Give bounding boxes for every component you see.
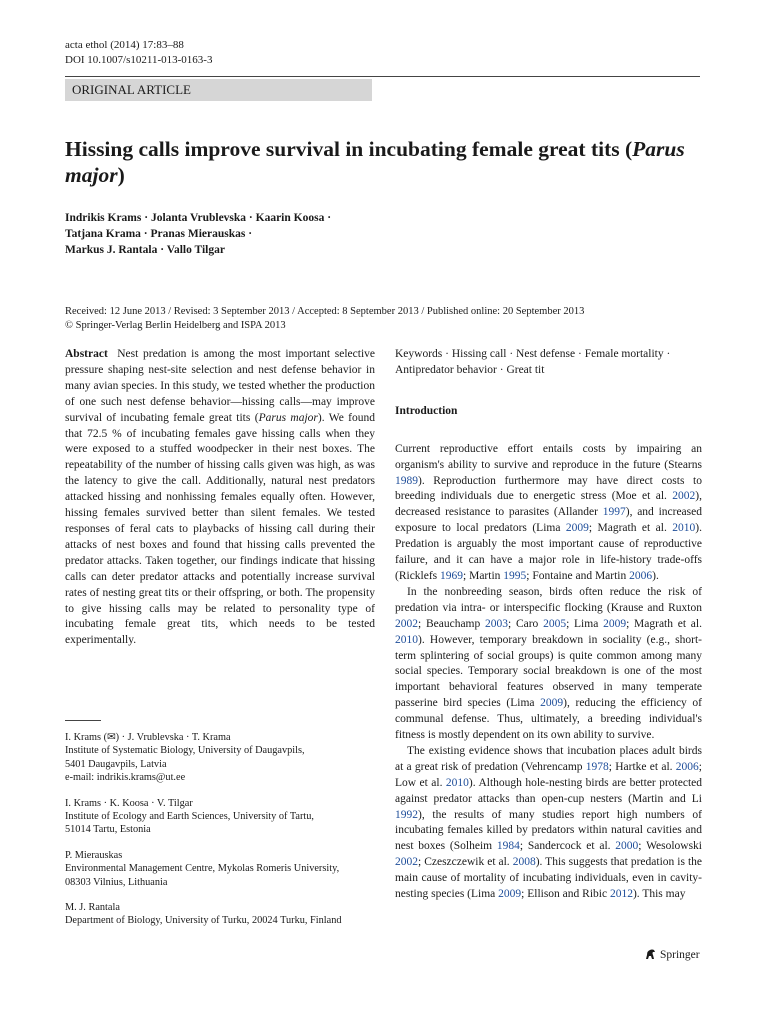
article-type-banner: ORIGINAL ARTICLE	[65, 79, 372, 101]
affiliation-line: Environmental Management Centre, Mykolas Romeris University,	[65, 863, 340, 875]
paragraph-text: ; Magrath et al.	[626, 617, 702, 630]
introduction-body	[395, 442, 702, 903]
citation-link[interactable]: 2008	[512, 856, 536, 869]
affiliation-line: 08303 Vilnius, Lithuania	[65, 876, 168, 888]
affiliation-authors: I. Krams · K. Koosa · V. Tilgar	[65, 797, 193, 809]
affiliation-line: Department of Biology, University of Turku, 20024 Turku, Finland	[65, 915, 342, 927]
publication-history	[65, 305, 705, 333]
introduction-paragraph	[395, 585, 702, 744]
doi: DOI 10.1007/s10211-013-0163-3	[65, 54, 213, 66]
citation-link[interactable]: 2006	[675, 760, 699, 773]
citation-link[interactable]: 2003	[485, 617, 508, 630]
affiliation-authors: P. Mierauskas	[65, 849, 123, 861]
paragraph-text: ).	[652, 569, 659, 582]
paragraph-text: ), decreased resistance to parasites (Allander	[395, 490, 702, 519]
citation-link[interactable]: 2012	[609, 888, 633, 901]
paragraph-text: ). Predation is arguably the most important cause of reproductive failure, and it can have a major role in life-history trade-offs (Ricklefs	[395, 522, 702, 582]
affiliations	[65, 731, 385, 940]
citation-link[interactable]: 1969	[440, 569, 464, 582]
paragraph-text: ; Czeszczewik et al.	[418, 856, 513, 869]
affiliation-line: e-mail: indrikis.krams@ut.ee	[65, 772, 186, 784]
keywords: Keywords · Hissing call · Nest defense · Female mortality · Antipredator behavior · Great tit	[395, 348, 671, 376]
title-species: Parus major	[65, 137, 685, 187]
paragraph-text: ). However, temporary breakdown in sociality (e.g., short-term splintering of social groups) is quite common among many social species. Temporary social breakdown is one of the most important behavioral features observed in many temperate passerine bird species (Lima	[395, 633, 702, 710]
citation-link[interactable]: 1984	[496, 840, 520, 853]
affiliation-line: Institute of Systematic Biology, University of Daugavpils,	[65, 745, 305, 757]
publisher-name: Springer	[660, 948, 700, 961]
paragraph-text: ). This suggests that predation is the main cause of mortality of incubating individuals, even in cavity-nesting species (Lima	[395, 856, 702, 901]
affiliation-authors: I. Krams (✉) · J. Vrublevska · T. Krama	[65, 732, 231, 743]
author-list	[65, 210, 565, 258]
affiliation-line: Institute of Ecology and Earth Sciences, University of Tartu,	[65, 811, 315, 823]
introduction-paragraph	[395, 442, 702, 585]
copyright: © Springer-Verlag Berlin Heidelberg and ISPA 2013	[65, 320, 286, 331]
citation-link[interactable]: 2010	[672, 522, 696, 535]
affiliation-block	[65, 731, 385, 785]
paragraph-text: ; Sandercock et al.	[519, 840, 616, 853]
introduction-paragraph	[395, 744, 702, 903]
paragraph-text: ; Hartke et al.	[608, 760, 676, 773]
citation-link[interactable]: 2009	[603, 617, 627, 630]
journal-header	[65, 38, 212, 68]
affiliation-line: 51014 Tartu, Estonia	[65, 824, 151, 836]
citation-link[interactable]: 2009	[540, 697, 564, 710]
paragraph-text: ; Lima	[566, 617, 604, 630]
affiliation-rule	[65, 720, 101, 721]
article-title: Hissing calls improve survival in incubating female great tits (Parus major)	[65, 137, 685, 187]
citation-link[interactable]: 1997	[602, 506, 626, 519]
citation-link[interactable]: 2002	[395, 617, 418, 630]
author-line: Tatjana Krama · Pranas Mierauskas ·	[65, 228, 253, 240]
citation-link[interactable]: 2002	[395, 856, 418, 869]
paragraph-text: ). This may	[632, 888, 686, 901]
abstract-heading: Abstract	[65, 348, 108, 360]
right-column	[395, 347, 702, 903]
paragraph-text: Current reproductive effort entails costs by impairing an organism's ability to survive and reproduce in the future (Stearns	[395, 442, 702, 471]
paragraph-text: ). Although hole-nesting birds are better protected against predator attacks than open-cup nesters (Martin and Li	[395, 776, 702, 805]
citation-link[interactable]: 1989	[395, 474, 418, 487]
citation-link[interactable]: 2009	[498, 888, 522, 901]
paragraph-text: ; Ellison and Ribic	[521, 888, 610, 901]
citation-link[interactable]: 2000	[615, 840, 639, 853]
paragraph-text: ; Low et al.	[395, 760, 702, 789]
paragraph-text: The existing evidence shows that incubation places adult birds at a great risk of predation (Vehrencamp	[395, 744, 702, 773]
citation-link[interactable]: 2009	[565, 522, 589, 535]
paragraph-text: ; Beauchamp	[418, 617, 485, 630]
springer-horse-icon	[644, 948, 657, 961]
paragraph-text: ; Fontaine and Martin	[526, 569, 630, 582]
citation-link[interactable]: 2005	[543, 617, 567, 630]
history-dates: Received: 12 June 2013 / Revised: 3 September 2013 / Accepted: 8 September 2013 / Published online: 20 September 2013	[65, 306, 585, 317]
citation-link[interactable]: 2010	[445, 776, 469, 789]
paragraph-text: ), reducing the efficiency of communal defense. Thus, ultimately, a breeding individual's fitness is mostly dependent on its own ability to survive.	[395, 697, 703, 742]
affiliation-block	[65, 901, 385, 928]
author-line: Indrikis Krams · Jolanta Vrublevska · Kaarin Koosa ·	[65, 212, 332, 224]
header-rule	[65, 76, 700, 77]
citation-link[interactable]: 2002	[672, 490, 696, 503]
paragraph-text: ). Reproduction furthermore may have direct costs to breeding individuals due to energetic stress (Moe et al.	[395, 474, 702, 503]
paragraph-text: ; Caro	[508, 617, 544, 630]
affiliation-line: 5401 Daugavpils, Latvia	[65, 758, 167, 770]
citation-link[interactable]: 2006	[629, 569, 653, 582]
paragraph-text: ; Magrath et al.	[588, 522, 673, 535]
citation-link[interactable]: 1995	[503, 569, 527, 582]
abstract: Abstract Nest predation is among the most important selective pressure shaping nest-site selection and nest defense behavior in many avian species. In this study, we tested whether the production of one such nest defense behavior—hissing calls—may improve survival of incubating female great tits (Parus major). We found that 72.5 % of incubating females gave hissing calls when they were exposed to a stuffed woodpecker in their nest boxes. The repeatability of the number of hissing calls given was high, as was the latency to give the call. Additionally, natural nest predators attacked hissing and nonhissing females equally often. However, hissing females survived better than silent females. We tested responses of feral cats to playbacks of hissing call during their attacks of nest boxes and found that hissing calls prevented the predator attacks. Taken together, our findings indicate that hissing calls can deter predator attacks and potentially increase survival rates of nesting great tits or their offspring, or both. The propensity to give hissing calls may be related to personality type of incubating female great tits, which needs to be tested experimentally.	[65, 348, 375, 647]
left-column	[65, 347, 375, 649]
publisher-logo	[644, 948, 700, 961]
author-line: Markus J. Rantala · Vallo Tilgar	[65, 244, 225, 256]
affiliation-authors: M. J. Rantala	[65, 902, 120, 914]
paragraph-text: ; Martin	[463, 569, 504, 582]
affiliation-block	[65, 849, 385, 889]
citation-link[interactable]: 2010	[395, 633, 418, 646]
citation-link[interactable]: 1992	[395, 808, 418, 821]
introduction-heading: Introduction	[395, 404, 458, 417]
abstract-species: Parus major	[258, 411, 318, 424]
affiliation-block	[65, 797, 385, 837]
paragraph-text: ; Wesolowski	[638, 840, 702, 853]
paragraph-text: In the nonbreeding season, birds often reduce the risk of predation via intra- or interspecific flocking (Krause and Ruxton	[395, 585, 702, 614]
journal-citation: acta ethol (2014) 17:83–88	[65, 39, 184, 51]
paragraph-text: ), the results of many studies report high numbers of incubating females killed by predators within natural cavities and nest boxes (Solheim	[395, 808, 702, 853]
paragraph-text: ), and increased exposure to local predators (Lima	[395, 506, 702, 535]
citation-link[interactable]: 1978	[585, 760, 609, 773]
